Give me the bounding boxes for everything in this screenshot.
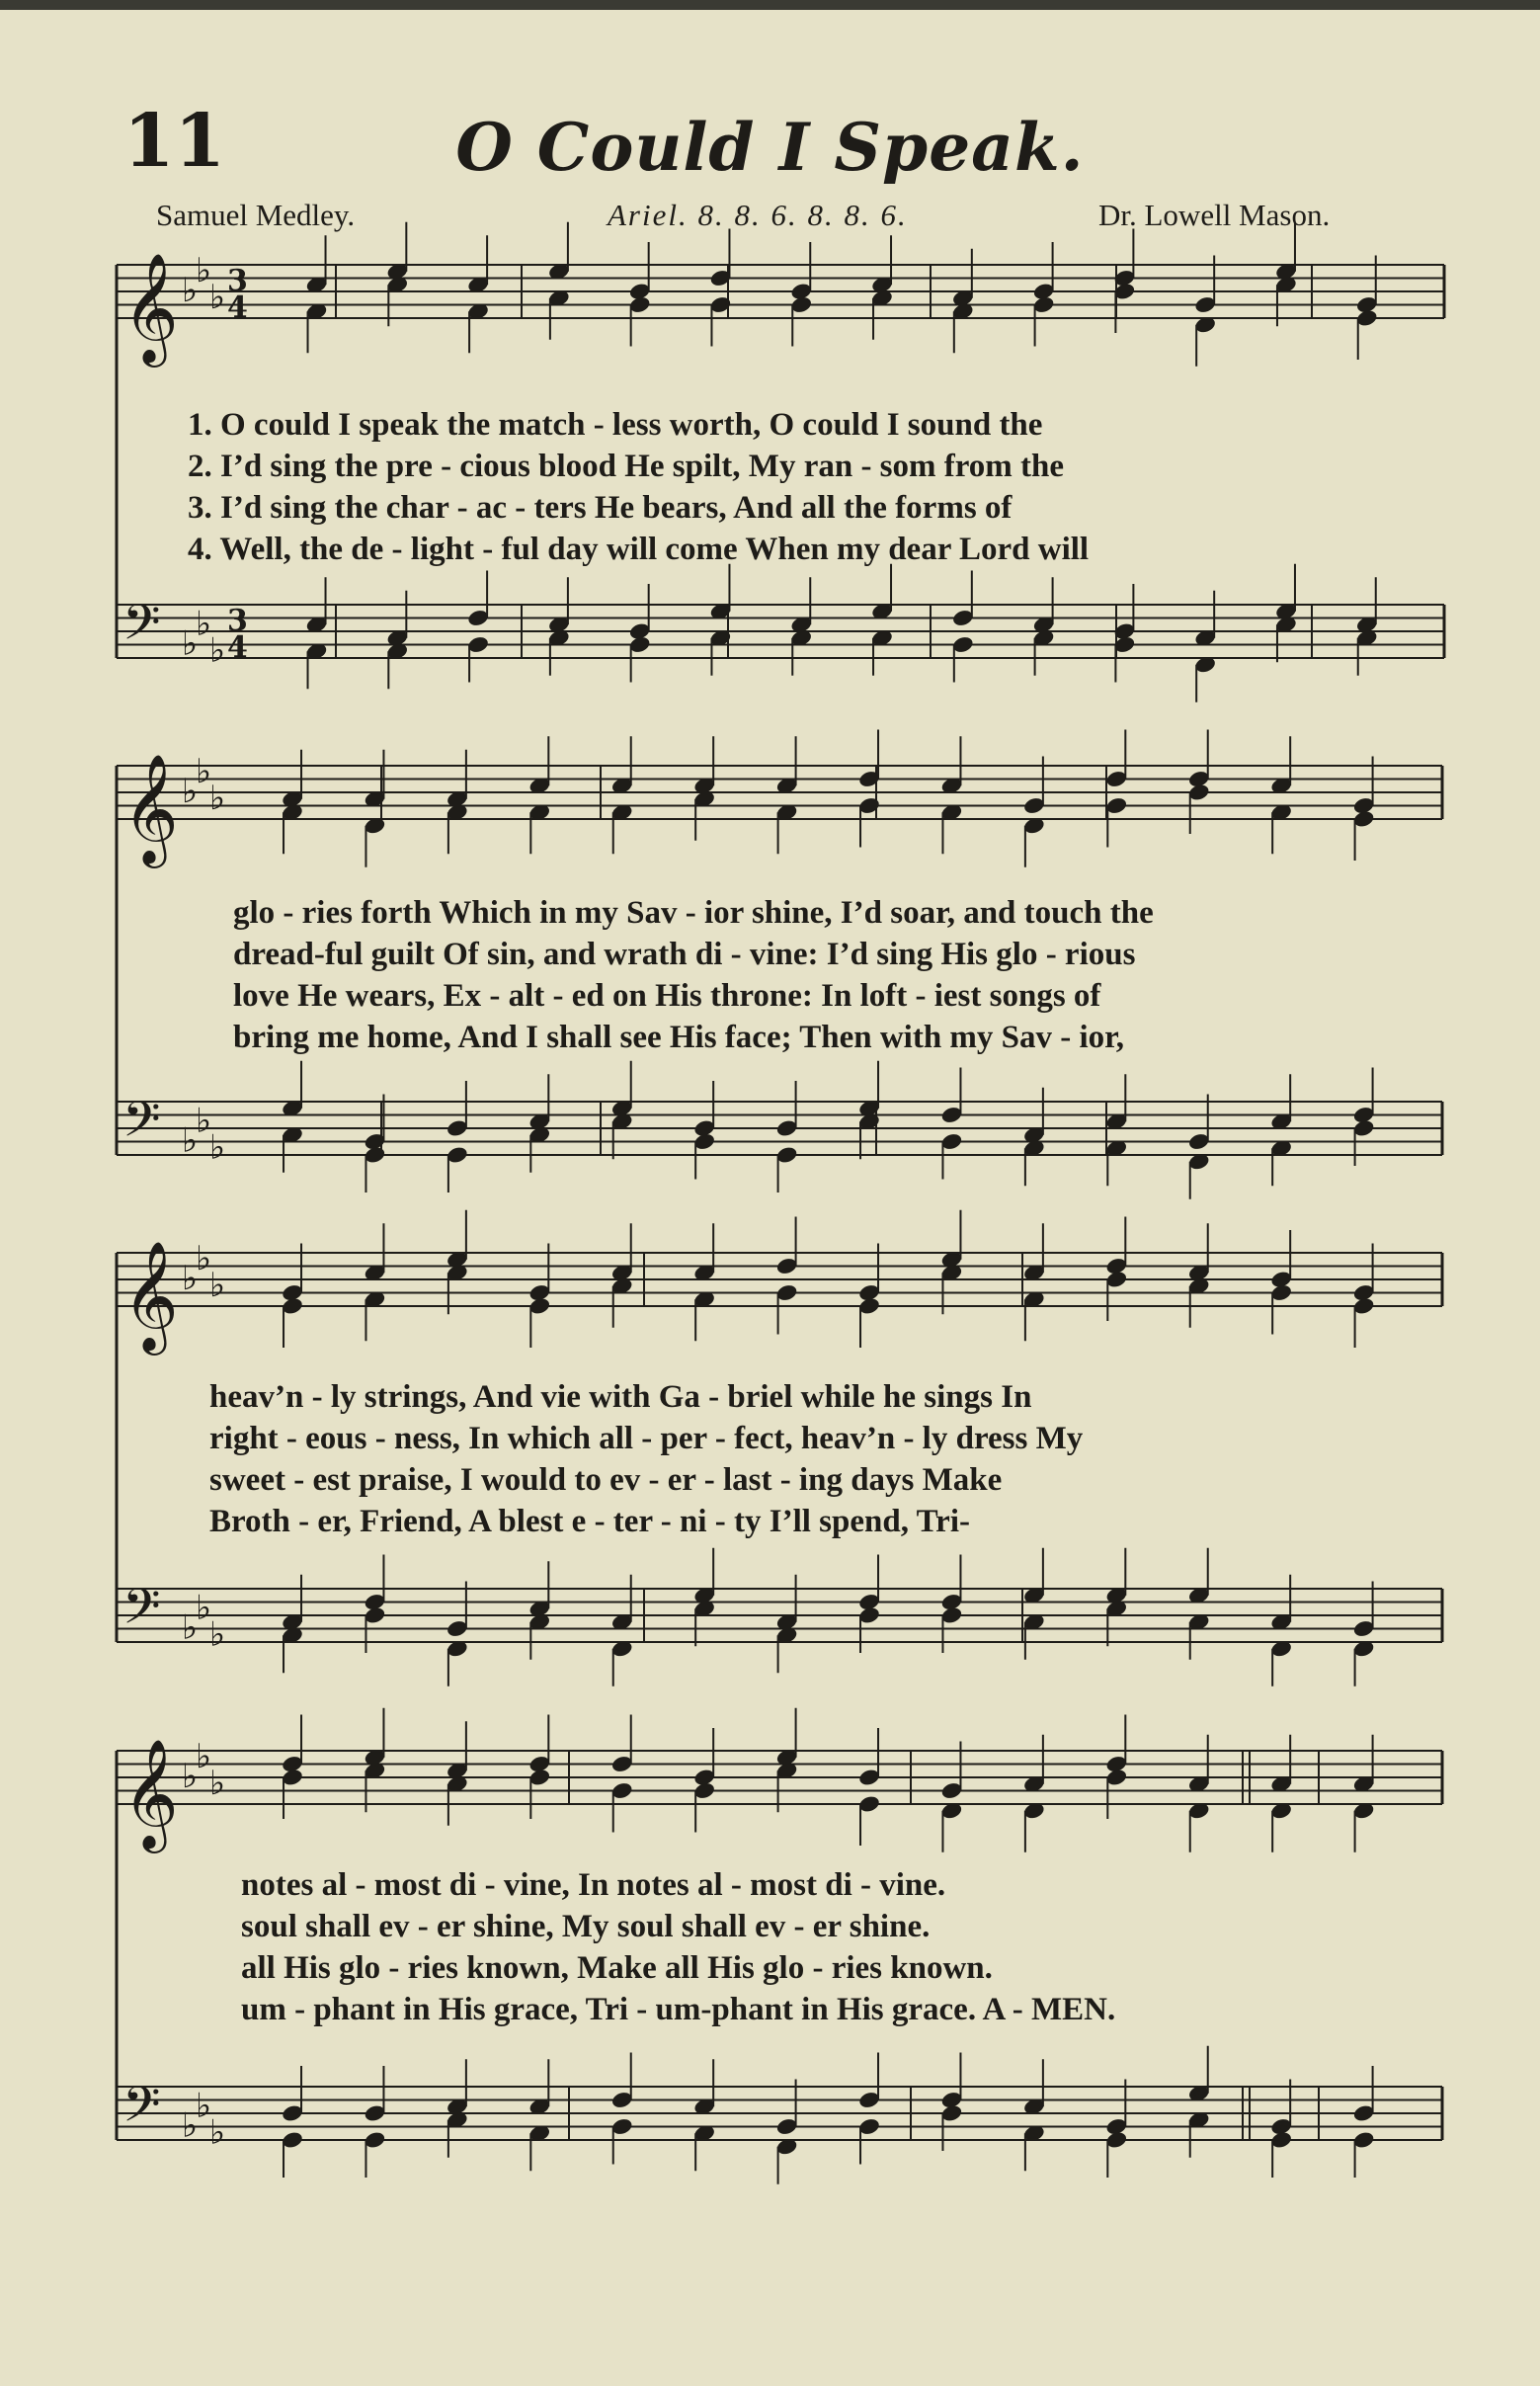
hymn-title: O Could I Speak. [455, 109, 1085, 186]
flat-sign-icon: ♭ [182, 772, 199, 811]
time-signature-bottom: 4 [227, 630, 248, 665]
flat-sign-icon: ♭ [209, 630, 226, 671]
verse-line-4-3: all His glo - ries known, Make all His glo - ries known. [241, 1950, 993, 1986]
bass-clef-icon: 𝄢 [122, 1578, 161, 1648]
bass-clef-icon: 𝄢 [122, 2076, 161, 2146]
verse-line-2-3: love He wears, Ex - alt - ed on His throne: In loft - iest songs of [233, 978, 1101, 1014]
flat-sign-icon: ♭ [182, 1120, 199, 1161]
flat-sign-icon: ♭ [209, 1763, 226, 1803]
flat-sign-icon: ♭ [196, 751, 212, 791]
flat-sign-icon: ♭ [196, 1101, 212, 1141]
author-credit: Samuel Medley. [156, 198, 356, 232]
verse-line-2-1: glo - ries forth Which in my Sav - ior shine, I’d soar, and touch the [233, 895, 1154, 931]
flat-sign-icon: ♭ [196, 1588, 212, 1628]
flat-sign-icon: ♭ [196, 1238, 212, 1278]
flat-sign-icon: ♭ [209, 1614, 226, 1655]
flat-sign-icon: ♭ [182, 1259, 199, 1298]
verse-line-1-3: 3. I’d sing the char - ac - ters He bears, And all the forms of [188, 490, 1013, 526]
verse-line-1-2: 2. I’d sing the pre - cious blood He spilt, My ran - som from the [188, 449, 1065, 484]
verse-line-4-2: soul shall ev - er shine, My soul shall ev - er shine. [241, 1909, 931, 1944]
treble-clef-icon: 𝄞 [122, 1738, 179, 1849]
flat-sign-icon: ♭ [196, 604, 212, 644]
flat-sign-icon: ♭ [182, 1757, 199, 1796]
bass-clef-icon: 𝄢 [122, 1091, 161, 1161]
time-signature-bottom: 4 [227, 290, 248, 325]
treble-clef-icon: 𝄞 [122, 753, 179, 864]
flat-sign-icon: ♭ [182, 1607, 199, 1648]
verse-line-4-4: um - phant in His grace, Tri - um-phant in His grace. A - MEN. [241, 1992, 1116, 2027]
verse-line-2-4: bring me home, And I shall see His face; Then with my Sav - ior, [233, 1020, 1125, 1055]
verse-line-3-1: heav’n - ly strings, And vie with Ga - briel while he sings In [209, 1379, 1032, 1415]
composer-credit: Dr. Lowell Mason. [1098, 198, 1331, 232]
flat-sign-icon: ♭ [196, 250, 212, 290]
flat-sign-icon: ♭ [182, 2105, 199, 2146]
flat-sign-icon: ♭ [209, 778, 226, 818]
verse-line-3-3: sweet - est praise, I would to ev - er - last - ing days Make [209, 1462, 1003, 1498]
tune-meter: Ariel. 8. 8. 6. 8. 8. 6. [608, 198, 908, 232]
bass-clef-icon: 𝄢 [122, 594, 161, 664]
treble-clef-icon: 𝄞 [122, 1240, 179, 1351]
verse-line-3-2: right - eous - ness, In which all - per - fect, heav’n - ly dress My [209, 1421, 1084, 1456]
flat-sign-icon: ♭ [196, 1736, 212, 1776]
verse-line-3-4: Broth - er, Friend, A blest e - ter - ni - ty I’ll spend, Tri- [209, 1504, 970, 1539]
verse-line-4-1: notes al - most di - vine, In notes al - most di - vine. [241, 1867, 946, 1903]
time-signature-top: 3 [227, 264, 248, 298]
flat-sign-icon: ♭ [209, 1265, 226, 1305]
flat-sign-icon: ♭ [182, 271, 199, 310]
flat-sign-icon: ♭ [196, 2086, 212, 2126]
time-signature-top: 3 [227, 604, 248, 638]
flat-sign-icon: ♭ [209, 2112, 226, 2153]
treble-clef-icon: 𝄞 [122, 252, 179, 363]
flat-sign-icon: ♭ [182, 623, 199, 664]
flat-sign-icon: ♭ [209, 277, 226, 317]
verse-line-2-2: dread-ful guilt Of sin, and wrath di - vine: I’d sing His glo - rious [233, 937, 1136, 972]
flat-sign-icon: ♭ [209, 1127, 226, 1168]
verse-line-1-1: 1. O could I speak the match - less worth, O could I sound the [188, 407, 1043, 443]
verse-line-1-4: 4. Well, the de - light - ful day will come When my dear Lord will [188, 532, 1090, 567]
hymn-number: 11 [123, 99, 225, 184]
